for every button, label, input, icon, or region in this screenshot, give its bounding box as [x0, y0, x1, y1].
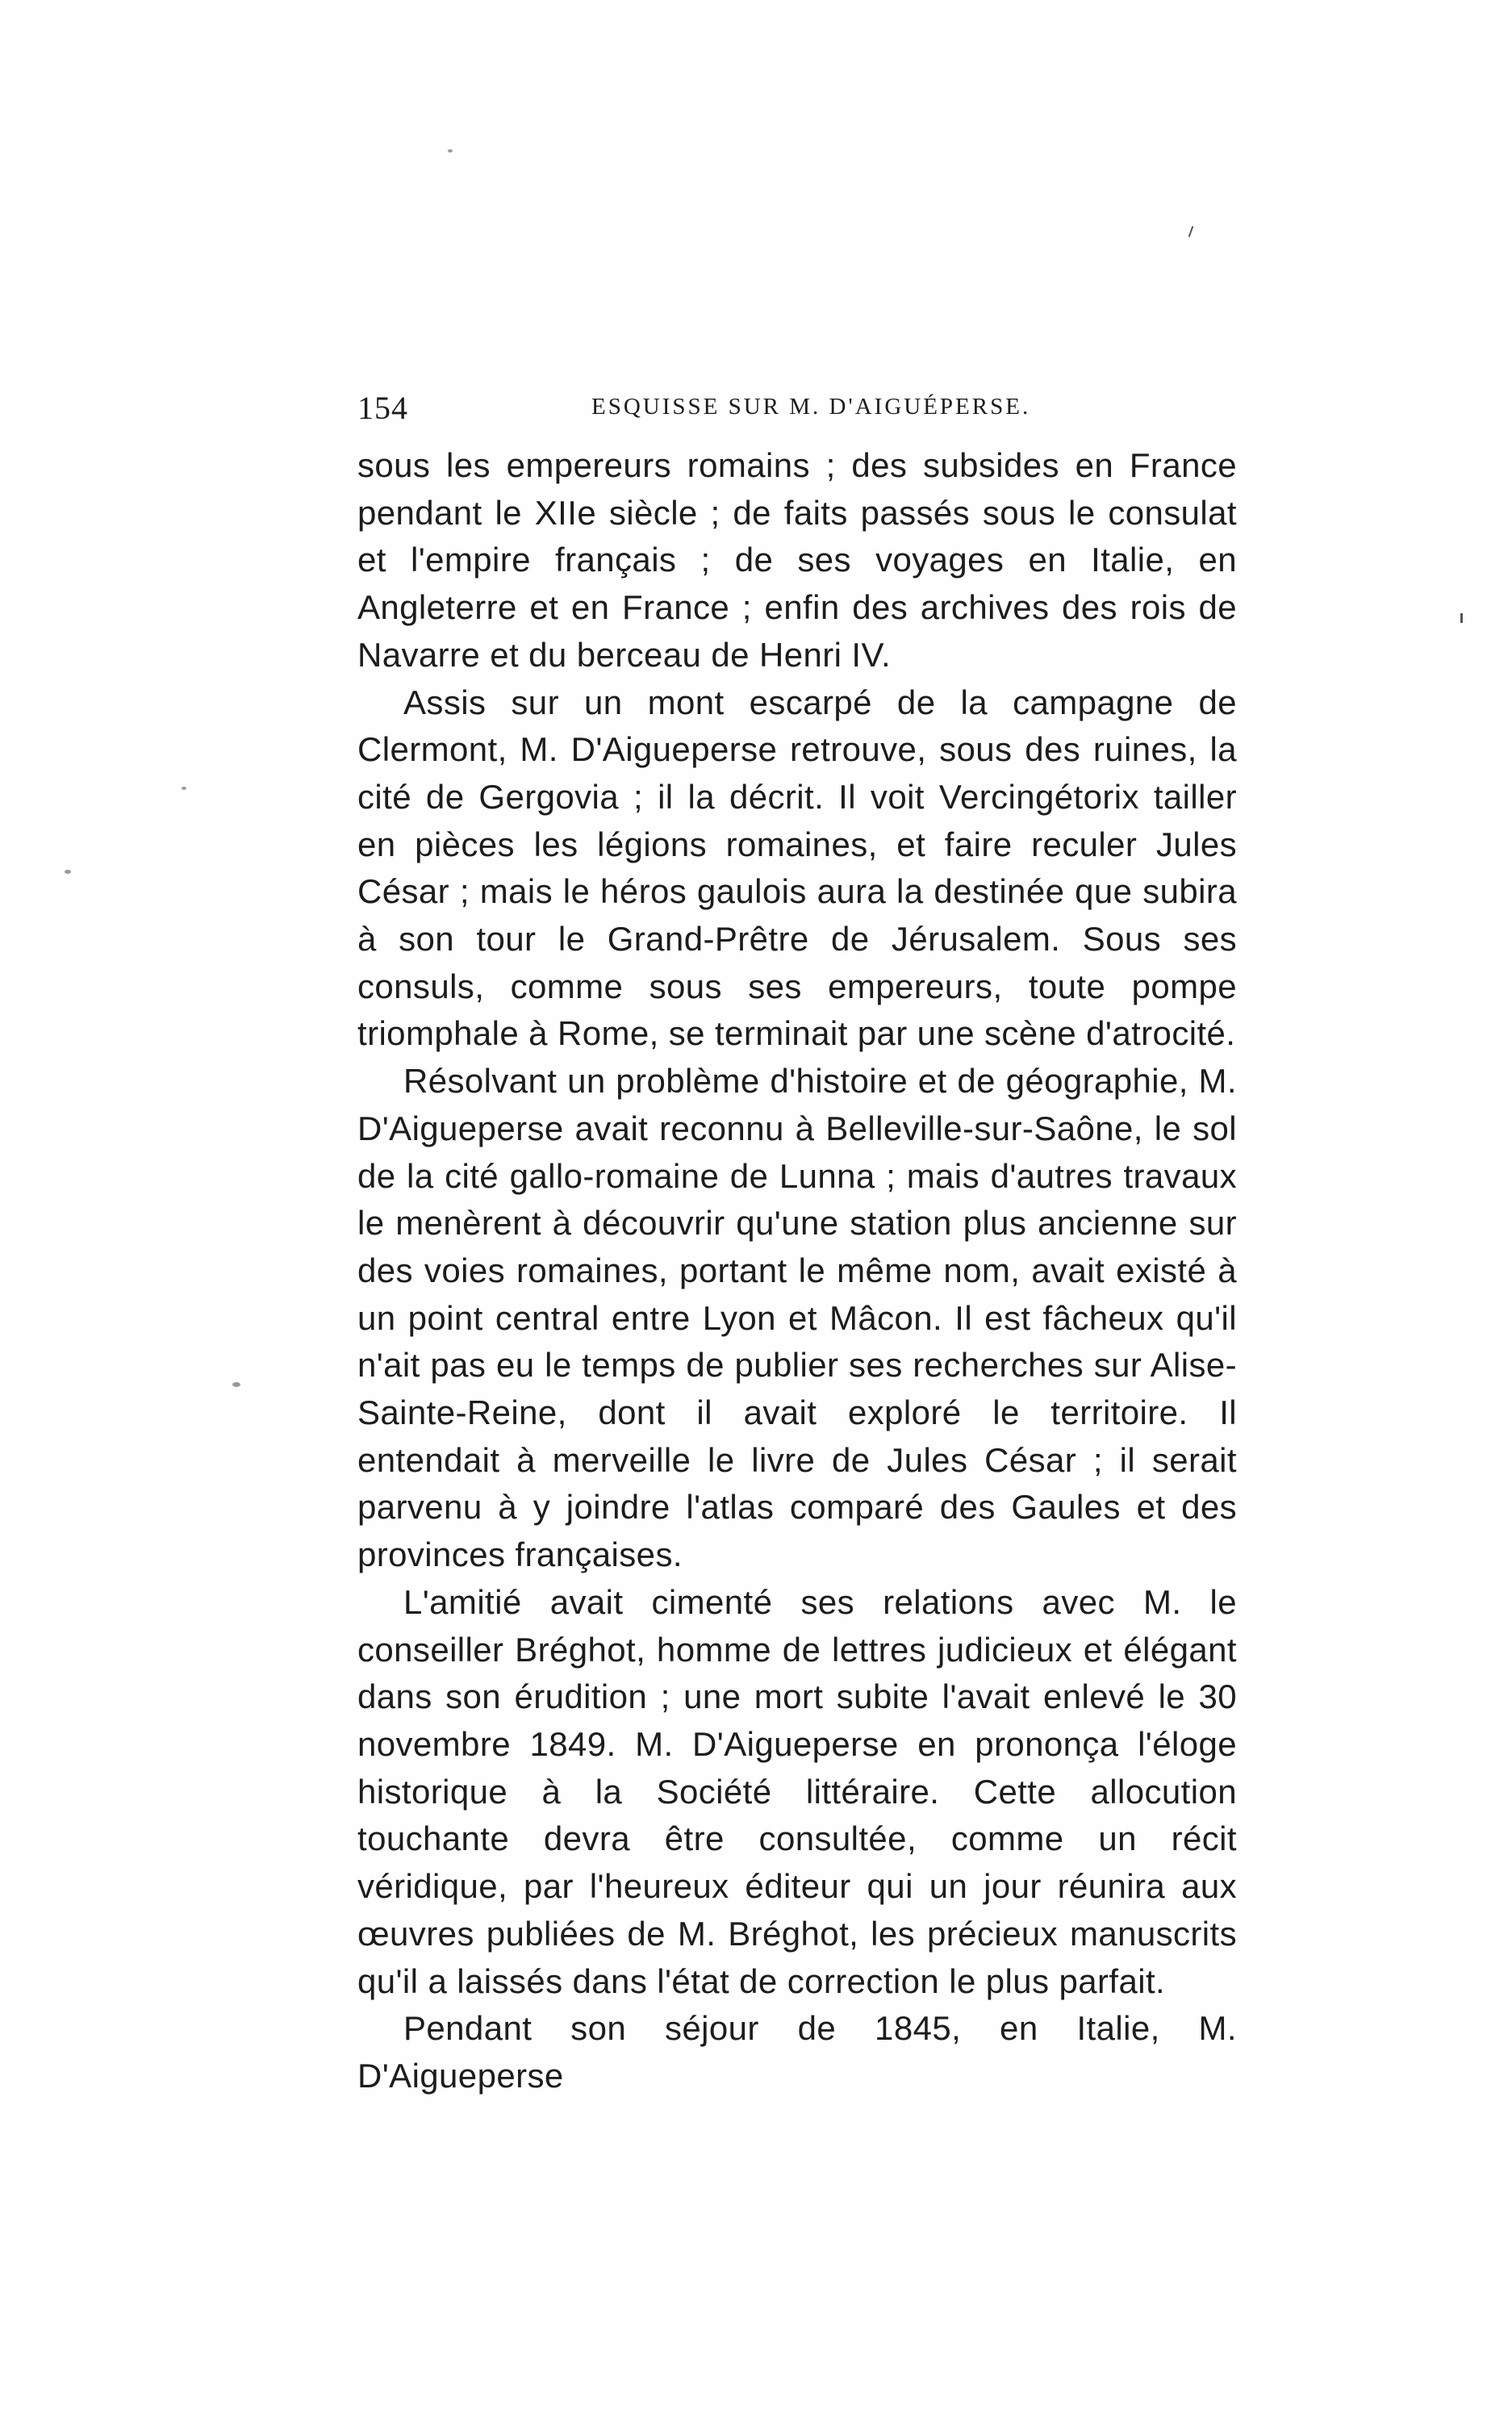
scan-speck: [1460, 613, 1463, 623]
paragraph-breghot: L'amitié avait cimenté ses relations avec M. le conseiller Bréghot, homme de lettres judicieux et élégant dans son érudition ; une mort subite l'avait enlevé le 30 novembre 1849. M. D'Aigueperse en prononça l'éloge historique à la Société littéraire. Cette allocution touchante devra être consultée, comme un récit véridique, par l'heureux éditeur qui un jour réunira aux œuvres publiées de M. Bréghot, les précieux manuscrits qu'il a laissés dans l'état de correction le plus parfait.: [357, 1582, 1237, 2000]
paragraph-italy: Pendant son séjour de 1845, en Italie, M. D'Aigueperse: [357, 2009, 1237, 2095]
scan-speck: [182, 787, 186, 790]
scan-speck: [232, 1382, 240, 1387]
running-head: ESQUISSE SUR M. D'AIGUÉPERSE.: [591, 394, 1031, 420]
scan-speck: [448, 149, 453, 152]
page-header: [357, 389, 1237, 437]
page-number: 154: [357, 390, 408, 426]
scan-speck: [1188, 226, 1194, 237]
body-text: [357, 442, 1237, 2100]
paragraph-lunna: Résolvant un problème d'histoire et de géographie, M. D'Aigueperse avait reconnu à Belleville-sur-Saône, le sol de la cité gallo-romaine de Lunna ; mais d'autres travaux le menèrent à découvrir qu'une station plus ancienne sur des voies romaines, portant le même nom, avait existé à un point central entre Lyon et Mâcon. Il est fâcheux qu'il n'ait pas eu le temps de publier ses recherches sur Alise-Sainte-Reine, dont il avait exploré le territoire. Il entendait à merveille le livre de Jules César ; il serait parvenu à y joindre l'atlas comparé des Gaules et des provinces françaises.: [357, 1062, 1237, 1574]
paragraph-continued: sous les empereurs romains ; des subsides en France pendant le XIIe siècle ; de faits passés sous le consulat et l'empire français ; de ses voyages en Italie, en Angleterre et en France ; enfin des archives des rois de Navarre et du berceau de Henri IV.: [357, 446, 1237, 674]
scan-speck: [65, 870, 71, 874]
paragraph-gergovia: Assis sur un mont escarpé de la campagne de Clermont, M. D'Aigueperse retrouve, sous des ruines, la cité de Gergovia ; il la décrit. Il voit Vercingétorix tailler en pièces les légions romaines, et faire reculer Jules César ; mais le héros gaulois aura la destinée que subira à son tour le Grand-Prêtre de Jérusalem. Sous ses consuls, comme sous ses empereurs, toute pompe triomphale à Rome, se terminait par une scène d'atrocité.: [357, 683, 1237, 1053]
